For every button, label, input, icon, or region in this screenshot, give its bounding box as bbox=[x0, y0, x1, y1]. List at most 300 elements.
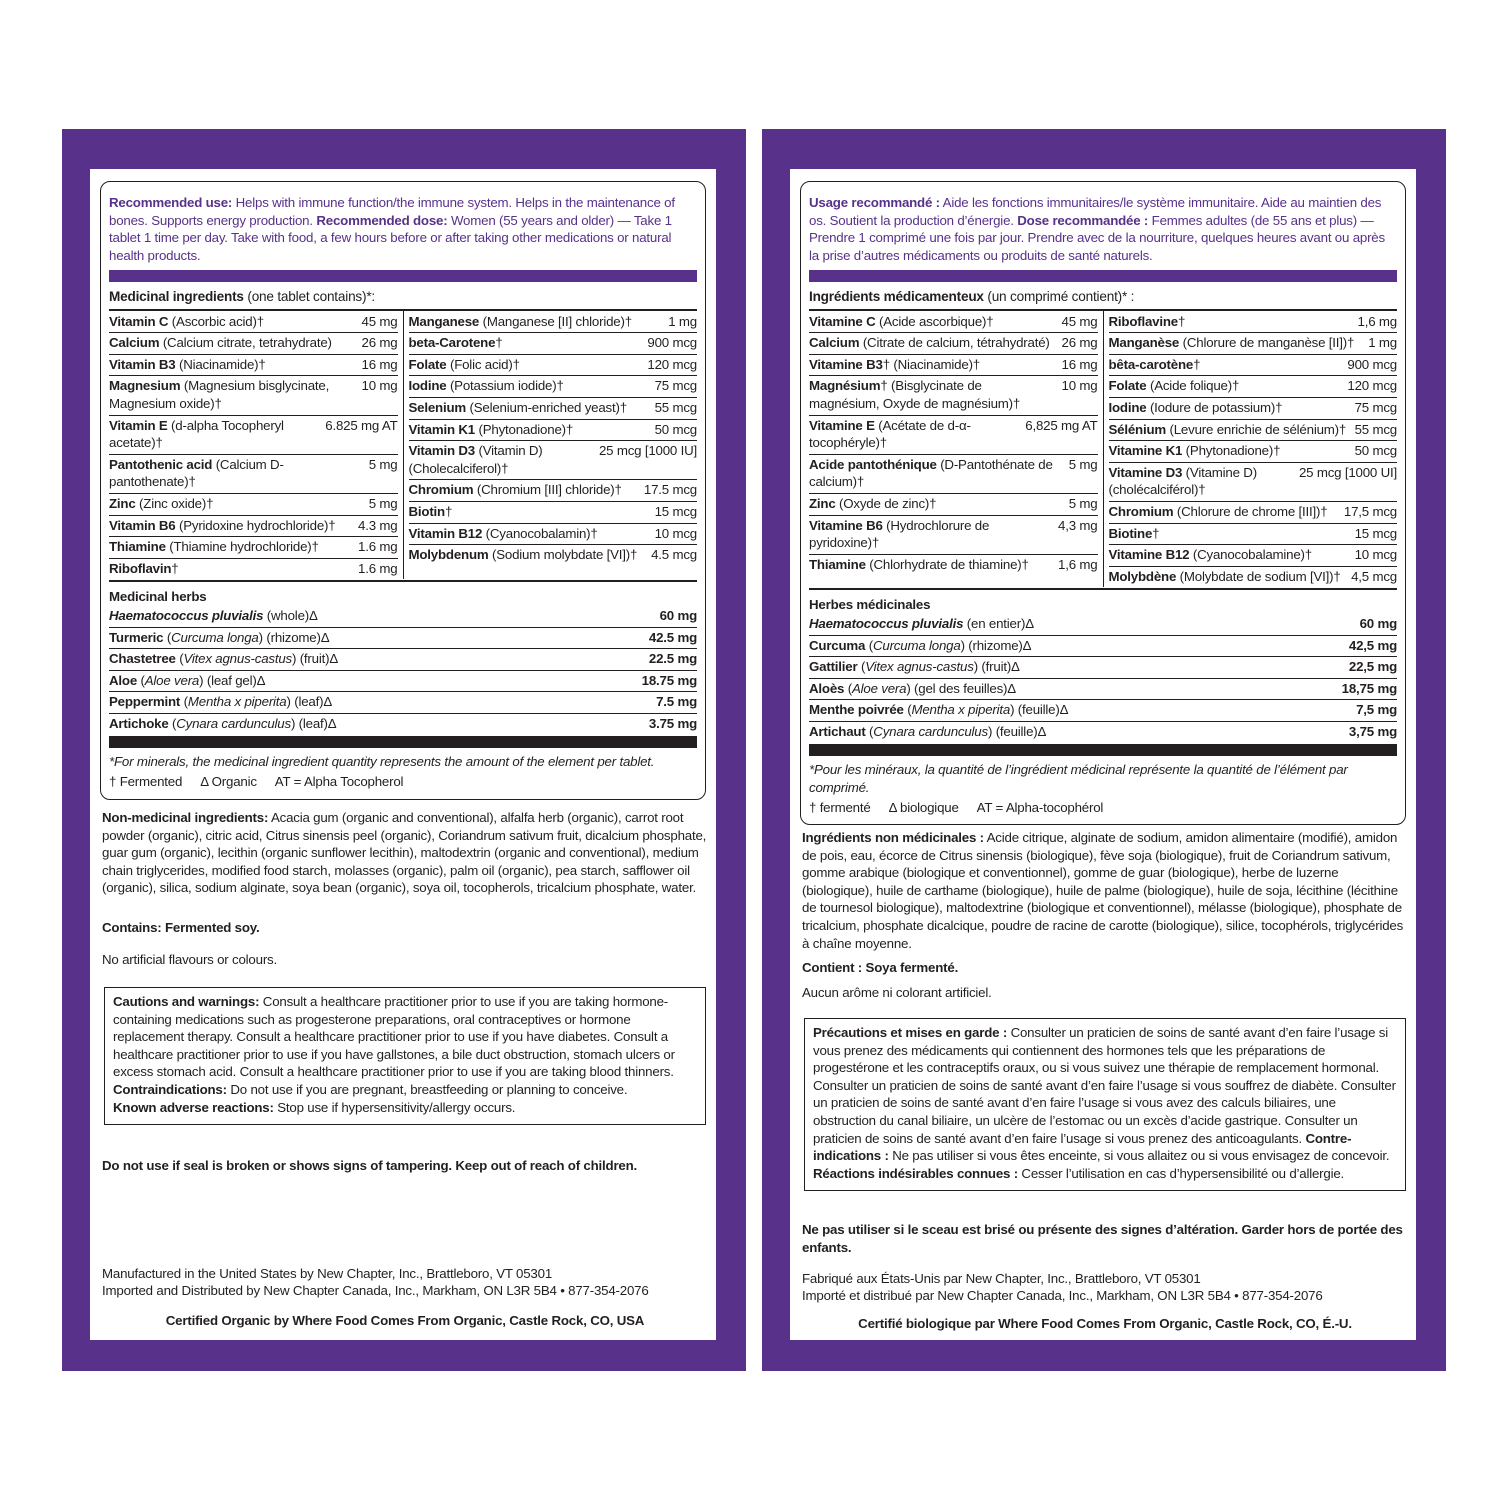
herb-latin-name: Aloe vera bbox=[144, 672, 200, 688]
ingredient-name-bold: Vitamine E bbox=[809, 417, 875, 433]
ingredient-source: (Potassium iodide)† bbox=[446, 378, 564, 394]
ingredient-amount: 4.5 mcg bbox=[651, 547, 697, 563]
ingredient-amount: 25 mcg [1000 UI] bbox=[1298, 464, 1397, 480]
ingredient-name-bold: Vitamin B12 bbox=[408, 525, 483, 541]
certified-organic-line-fr: Certifié biologique par Where Food Comes From Organic, Castle Rock, CO, É.-U. bbox=[858, 1316, 1352, 1331]
ingredient-name bbox=[1109, 546, 1355, 564]
ingredient-source: (Vitamine D) (cholécalciférol)† bbox=[1108, 464, 1257, 498]
ingredient-name bbox=[1109, 503, 1344, 521]
herb-row bbox=[109, 714, 697, 735]
ingredient-row bbox=[809, 376, 1098, 415]
ingredient-amount: 1.6 mg bbox=[358, 539, 398, 555]
ingredient-name-bold: Vitamine B6 bbox=[809, 517, 883, 533]
herb-name: Gattilier (Vitex agnus-castus) (fruit)Δ bbox=[809, 659, 1020, 675]
ingredient-name-bold: Acide pantothénique bbox=[809, 456, 937, 472]
ingredient-source: † bbox=[1152, 525, 1160, 541]
ingredient-name-bold: Biotin bbox=[408, 503, 445, 519]
ingredient-name bbox=[109, 313, 362, 331]
ingredient-amount: 50 mcg bbox=[654, 421, 697, 437]
ingredient-source: (Vitamin D) (Cholecalciferol)† bbox=[408, 443, 543, 476]
ingredient-name-bold: Molybdenum bbox=[408, 547, 489, 563]
ingredient-name-bold: Chromium bbox=[1108, 503, 1174, 519]
ingredient-name-bold: Vitamin K1 bbox=[408, 421, 475, 437]
ingredient-amount: 16 mg bbox=[1061, 356, 1098, 372]
herb-latin-name: Mentha x piperita bbox=[911, 702, 1011, 718]
ingredient-name-bold: Riboflavine bbox=[1108, 313, 1178, 329]
ingredient-source: (d-alpha Tocopheryl acetate)† bbox=[109, 417, 284, 451]
herb-name: Artichaut (Cynara cardunculus) (feuille)Δ bbox=[809, 723, 1047, 739]
herb-row bbox=[109, 649, 697, 671]
herb-row bbox=[809, 722, 1397, 743]
ingredient-name bbox=[109, 334, 362, 352]
ingredient-name-bold: Thiamine bbox=[109, 539, 166, 555]
legend-fr bbox=[809, 797, 1397, 817]
ingredient-amount: 45 mg bbox=[361, 313, 398, 329]
ingredient-source: (Acétate de d-α-tocophéryle)† bbox=[809, 417, 971, 451]
ingredient-row bbox=[109, 516, 398, 538]
ingredient-amount: 10 mcg bbox=[654, 525, 697, 541]
ingredient-amount: 1.6 mg bbox=[358, 560, 398, 576]
ingredient-source: (Oxyde de zinc)† bbox=[835, 495, 937, 511]
ingredient-name-bold: Vitamine C bbox=[809, 313, 876, 329]
ingredient-row bbox=[109, 455, 398, 494]
ingredient-name-bold: Vitamine B3 bbox=[809, 356, 883, 372]
herb-name: Aloès (Aloe vera) (gel des feuilles)Δ bbox=[809, 680, 1016, 696]
ingredient-row bbox=[1109, 567, 1398, 588]
cautions-box-fr: Précautions et mises en garde : Consulter un praticien de soins de santé avant d’en faire l’usage si vous prenez des médicaments qui contiennent des hormones tels que les préparations de progestérone et les contraceptifs oraux, ou si vous suivez une thérapie de remplacement hormonal. Consulter un praticien de soins de santé avant d’en faire l’usage si vous souffrez de diabète. Consulter un praticien de soins de santé avant d’en faire l’usage si vous avez des calculs biliaires, une obstruction du canal biliaire, un ulcère de l’estomac ou un excès d’acide gastrique. Consulter un praticien de soins de santé avant d’en faire l’usage si vous prenez des anticoagulants. Contre-indications : Ne pas utiliser si vous êtes enceinte, si vous allaitez ou si vous envisagez de concevoir. Réactions indésirables connues : Cesser l’utilisation en cas d’hypersensibilité ou d’allergie. bbox=[804, 1018, 1406, 1191]
legend-organic-fr: Δ biologique bbox=[888, 799, 959, 815]
footnote: *For minerals, the medicinal ingredient quantity represents the amount of the element per tablet. bbox=[109, 754, 655, 770]
ingredient-amount: 15 mcg bbox=[654, 503, 697, 519]
manufacturer-line-fr: Fabriqué aux États-Unis par New Chapter, Inc., Brattleboro, VT 05301 bbox=[802, 1271, 1201, 1286]
ingredient-row bbox=[1109, 545, 1398, 567]
herb-part: ) (leaf)Δ bbox=[290, 715, 337, 731]
ingredient-name bbox=[809, 417, 1025, 452]
herb-amount: 7,5 mg bbox=[1356, 702, 1397, 718]
herb-amount: 3,75 mg bbox=[1348, 723, 1397, 739]
ingredient-source: (Iodure de potassium)† bbox=[1146, 399, 1283, 415]
ingredient-row bbox=[109, 355, 398, 377]
herb-common-name: Peppermint bbox=[109, 694, 181, 710]
ingredient-source: (Pyridoxine hydrochloride)† bbox=[175, 517, 336, 533]
herbs-table-fr bbox=[809, 614, 1397, 743]
ingredient-name bbox=[809, 313, 1062, 331]
ingredient-source: (Ascorbic acid)† bbox=[168, 313, 264, 329]
ingredient-amount: 10 mcg bbox=[1354, 547, 1397, 563]
herb-amount: 42.5 mg bbox=[648, 629, 697, 645]
herb-part: ) (feuille)Δ bbox=[1010, 702, 1069, 718]
ingredient-name-bold: Vitamin C bbox=[109, 313, 169, 329]
ingredient-name-bold: Thiamine bbox=[809, 556, 866, 572]
herb-latin-name: Cynara cardunculus bbox=[176, 715, 291, 731]
herb-row bbox=[109, 671, 697, 693]
ingredient-amount: 26 mg bbox=[361, 335, 398, 351]
herb-common-name: Aloès bbox=[809, 680, 845, 696]
ingredient-amount: 25 mcg [1000 IU] bbox=[598, 443, 697, 459]
ingredient-row bbox=[109, 494, 398, 516]
ingredient-amount: 4.3 mg bbox=[358, 517, 398, 533]
ingredient-source: (Chlorhydrate de thiamine)† bbox=[865, 556, 1029, 572]
herb-part: ) (fruit)Δ bbox=[291, 651, 339, 667]
ingredient-name-bold: Molybdène bbox=[1108, 568, 1177, 584]
purple-divider bbox=[109, 270, 697, 282]
ingredient-source: (Hydrochlorure de pyridoxine)† bbox=[809, 517, 990, 551]
herb-row bbox=[809, 679, 1397, 701]
ingredient-row bbox=[1109, 398, 1398, 420]
herbs-heading: Medicinal herbs bbox=[109, 589, 207, 605]
ingredient-row bbox=[1109, 333, 1398, 355]
herb-latin-name: Curcuma longa bbox=[171, 629, 259, 645]
ingredient-amount: 120 mcg bbox=[647, 356, 697, 372]
contains-statement: Contains: Fermented soy. bbox=[102, 920, 260, 935]
herb-row bbox=[809, 636, 1397, 658]
importer-line: Imported and Distributed by New Chapter Canada, Inc., Markham, ON L3R 5B4 • 877-354-2076 bbox=[102, 1283, 649, 1298]
ingredient-name-bold: Calcium bbox=[109, 335, 160, 351]
ingredient-name bbox=[409, 377, 655, 395]
ingredient-amount: 17.5 mcg bbox=[643, 482, 697, 498]
herb-part: (whole)Δ bbox=[263, 607, 318, 623]
ingredient-name-bold: Chromium bbox=[408, 482, 474, 498]
ingredient-row bbox=[409, 480, 698, 502]
ingredient-name bbox=[109, 417, 325, 452]
ingredients-table-fr bbox=[809, 311, 1397, 588]
herb-part: ) (rhizome)Δ bbox=[258, 629, 330, 645]
ingredient-amount: 10 mg bbox=[1061, 378, 1098, 394]
ingredients-column-left-fr bbox=[809, 311, 1104, 588]
recommended-use-text: Recommended use: Helps with immune function/the immune system. Helps in the maintenance of bones. Supports energy production. Recommended dose: Women (55 years and older) — Take 1 tablet 1 time per day. Take with food, a few hours before or after taking other medications or natural health products. bbox=[109, 195, 675, 263]
herb-common-name: Curcuma bbox=[809, 637, 866, 653]
ingredient-source: (Levure enrichie de sélénium)† bbox=[1166, 421, 1347, 437]
certified-organic-line: Certified Organic by Where Food Comes From Organic, Castle Rock, CO, USA bbox=[165, 1313, 645, 1328]
cautions-box: Cautions and warnings: Consult a healthcare practitioner prior to use if you are taking hormone-containing medications such as progesterone preparations, oral contraceptives or hormone replacement therapy. Consult a healthcare practitioner prior to use if you have diabetes. Consult a healthcare practitioner prior to use if you have gallstones, a bile duct obstruction, stomach ulcers or excess stomach acid. Consult a healthcare practitioner prior to use if you are taking blood thinners. Contraindications: Do not use if you are pregnant, breastfeeding or planning to conceive. Known adverse reactions: Stop use if hypersensitivity/allergy occurs. bbox=[104, 987, 706, 1125]
ingredient-name bbox=[809, 495, 1069, 513]
ingredient-name-bold: Zinc bbox=[809, 495, 836, 511]
ingredient-source: † bbox=[1177, 313, 1186, 329]
herb-amount: 18.75 mg bbox=[641, 672, 697, 688]
ingredient-amount: 55 mcg bbox=[1354, 421, 1397, 437]
medicinal-ingredients-heading: Medicinal ingredients (one tablet contains)*: bbox=[109, 288, 697, 311]
ingredient-amount: 900 mcg bbox=[1347, 356, 1397, 372]
herb-latin-name: Haematococcus pluvialis bbox=[109, 607, 264, 623]
herb-name: Peppermint (Mentha x piperita) (leaf)Δ bbox=[109, 694, 332, 710]
ingredient-row bbox=[1109, 463, 1398, 502]
herb-amount: 60 mg bbox=[1359, 615, 1397, 631]
ingredient-amount: 17,5 mcg bbox=[1343, 503, 1397, 519]
ingredient-row bbox=[1109, 376, 1398, 398]
footnote-fr: *Pour les minéraux, la quantité de l’ingrédient médicinal représente la quantité de l’élément par comprimé. bbox=[809, 762, 1348, 796]
ingredient-source: (Chlorure de manganèse [II])† bbox=[1179, 335, 1355, 351]
ingredient-name bbox=[1109, 442, 1355, 460]
ingredient-name bbox=[1109, 568, 1352, 586]
herb-amount: 18,75 mg bbox=[1341, 680, 1397, 696]
manufacturer-line: Manufactured in the United States by New Chapter, Inc., Brattleboro, VT 05301 bbox=[102, 1266, 553, 1281]
ingredient-source: (Phytonadione)† bbox=[1182, 443, 1281, 459]
ingredient-amount: 1 mg bbox=[668, 313, 697, 329]
herb-row bbox=[809, 700, 1397, 722]
herb-common-name: Menthe poivrée bbox=[809, 702, 904, 718]
herb-common-name: Turmeric bbox=[109, 629, 164, 645]
ingredient-name bbox=[409, 421, 655, 439]
ingredient-amount: 5 mg bbox=[1068, 456, 1098, 472]
black-divider bbox=[109, 736, 697, 748]
herb-row bbox=[109, 692, 697, 714]
ingredient-source: (Magnesium bisglycinate, Magnesium oxide)† bbox=[109, 378, 330, 411]
ingredient-source: † bbox=[171, 560, 179, 576]
ingredient-name-bold: Biotine bbox=[1108, 525, 1153, 541]
ingredient-row bbox=[809, 516, 1098, 555]
legend-alpha-tocopherol-fr: AT = Alpha-tocophérol bbox=[976, 799, 1104, 815]
ingredient-row bbox=[109, 312, 398, 334]
non-medicinal-ingredients: Non-medicinal ingredients: Acacia gum (organic and conventional), alfalfa herb (organic), carrot root powder (organic), citric acid, Citrus sinensis peel (organic), Coriandrum sativum fruit, dicalcium phosphate, guar gum (organic), lecithin (organic sunflower lecithin), maltodextrin (organic and conventional), medium chain triglycerides, modified food starch, molasses (organic), palm oil (organic), pea starch, safflower oil (organic), silica, sodium alginate, soya bean (organic), soya oil, tocopherols, tricalcium phosphate, water. bbox=[102, 810, 707, 896]
legend-alpha-tocopherol: AT = Alpha Tocopherol bbox=[274, 774, 404, 790]
ingredients-column-left bbox=[109, 311, 404, 580]
legend-fermented-fr: † fermenté bbox=[809, 799, 871, 815]
ingredient-row bbox=[1109, 312, 1398, 334]
ingredient-name bbox=[1109, 356, 1348, 374]
herb-part: ) (fruit)Δ bbox=[973, 659, 1020, 675]
ingredient-name-bold: Vitamine B12 bbox=[1108, 547, 1190, 563]
no-artificial-statement: No artificial flavours or colours. bbox=[102, 952, 277, 967]
ingredient-source: (Manganese [II] chloride)† bbox=[479, 313, 632, 329]
ingredient-amount: 5 mg bbox=[368, 495, 398, 511]
ingredient-name bbox=[809, 456, 1069, 491]
herb-part: (en entier)Δ bbox=[963, 615, 1034, 631]
ingredient-name bbox=[409, 313, 669, 331]
ingredient-name-bold: Iodine bbox=[1108, 399, 1147, 415]
ingredient-source: (Cyanocobalamine)† bbox=[1189, 547, 1312, 563]
herb-common-name: Artichaut bbox=[809, 723, 866, 739]
ingredient-name-bold: Vitamin D3 bbox=[408, 443, 475, 459]
ingredient-name-bold: Calcium bbox=[809, 335, 860, 351]
herb-amount: 22,5 mg bbox=[1348, 659, 1397, 675]
ingredient-name-bold: Selenium bbox=[408, 399, 467, 415]
herb-name: Curcuma (Curcuma longa) (rhizome)Δ bbox=[809, 637, 1032, 653]
herb-name: Turmeric (Curcuma longa) (rhizome)Δ bbox=[109, 629, 330, 645]
ingredient-amount: 1 mg bbox=[1368, 335, 1397, 351]
ingredient-source: (Sodium molybdate [VI])† bbox=[488, 547, 638, 563]
legend-fermented: † Fermented bbox=[109, 774, 183, 790]
ingredient-name bbox=[1109, 377, 1348, 395]
ingredient-amount: 50 mcg bbox=[1354, 443, 1397, 459]
ingredient-name bbox=[409, 546, 652, 564]
ingredient-row bbox=[1109, 441, 1398, 463]
ingredient-amount: 26 mg bbox=[1061, 335, 1098, 351]
herb-name: Aloe (Aloe vera) (leaf gel)Δ bbox=[109, 672, 266, 688]
ingredient-amount: 120 mcg bbox=[1347, 378, 1397, 394]
ingredient-source: (Molybdate de sodium [VI])† bbox=[1176, 568, 1341, 584]
herb-name bbox=[809, 615, 1034, 633]
ingredient-name bbox=[1109, 334, 1369, 352]
ingredient-name bbox=[409, 356, 648, 374]
supplement-facts-box bbox=[100, 181, 706, 800]
ingredient-name bbox=[409, 525, 655, 543]
herb-amount: 60 mg bbox=[659, 607, 697, 623]
herb-row bbox=[109, 606, 697, 628]
herb-amount: 3.75 mg bbox=[648, 715, 697, 731]
ingredient-name bbox=[409, 399, 655, 417]
ingredient-amount: 45 mg bbox=[1061, 313, 1098, 329]
ingredient-amount: 15 mcg bbox=[1354, 525, 1397, 541]
herb-row bbox=[809, 614, 1397, 636]
ingredient-row bbox=[809, 494, 1098, 516]
legend-organic: Δ Organic bbox=[200, 774, 257, 790]
ingredient-name-bold: bêta-carotène bbox=[1108, 356, 1194, 372]
ingredient-name-bold: Folate bbox=[1108, 378, 1147, 394]
no-artificial-statement-fr: Aucun arôme ni colorant artificiel. bbox=[802, 985, 992, 1000]
herb-name bbox=[109, 607, 318, 625]
herb-amount: 7.5 mg bbox=[656, 694, 697, 710]
ingredient-source: (Acide ascorbique)† bbox=[875, 313, 994, 329]
ingredient-row bbox=[809, 333, 1098, 355]
herb-part: ) (leaf gel)Δ bbox=[199, 672, 266, 688]
herb-name: Menthe poivrée (Mentha x piperita) (feuille)Δ bbox=[809, 702, 1069, 718]
ingredient-name bbox=[109, 538, 358, 556]
herb-part: ) (gel des feuilles)Δ bbox=[906, 680, 1016, 696]
ingredient-source: (Chromium [III] chloride)† bbox=[473, 482, 622, 498]
ingredient-row bbox=[409, 441, 698, 480]
ingredient-amount: 75 mcg bbox=[1354, 399, 1397, 415]
ingredient-name bbox=[1109, 464, 1299, 499]
ingredient-name bbox=[809, 377, 1062, 412]
ingredient-name bbox=[109, 560, 358, 578]
ingredient-amount: 1,6 mg bbox=[1357, 313, 1397, 329]
recommended-use-text-fr: Usage recommandé : Aide les fonctions immunitaires/le système immunitaire. Aide au maintien des os. Soutient la production d’énergie. Dose recommandée : Femmes adultes (de 55 ans et plus) — Prendre 1 comprimé une fois par jour. Prendre avec de la nourriture, quelques heures avant ou après la prise d’autres médicaments ou produits de santé naturels. bbox=[809, 195, 1385, 263]
ingredient-amount: 900 mcg bbox=[647, 335, 697, 351]
ingredient-name bbox=[809, 517, 1058, 552]
ingredients-table bbox=[109, 311, 697, 580]
herb-part: ) (feuille)Δ bbox=[987, 723, 1047, 739]
ingredient-name-bold: Magnesium bbox=[109, 378, 181, 394]
ingredient-name bbox=[409, 442, 599, 477]
ingredient-source: (Zinc oxide)† bbox=[135, 495, 214, 511]
herb-common-name: Gattilier bbox=[809, 659, 858, 675]
seal-warning: Do not use if seal is broken or shows signs of tampering. Keep out of reach of children. bbox=[102, 1158, 638, 1173]
ingredient-row bbox=[409, 312, 698, 334]
ingredient-name-bold: Vitamine D3 bbox=[1108, 464, 1183, 480]
ingredient-source: (D-Pantothénate de calcium)† bbox=[809, 456, 1053, 490]
herb-amount: 42,5 mg bbox=[1348, 637, 1397, 653]
ingredient-name bbox=[809, 356, 1062, 374]
ingredient-source: † bbox=[495, 335, 503, 351]
ingredients-column-right bbox=[404, 311, 698, 580]
ingredient-name-bold: Sélénium bbox=[1108, 421, 1167, 437]
english-label-content bbox=[90, 169, 716, 1340]
ingredient-row bbox=[409, 398, 698, 420]
ingredient-source: (Niacinamide)† bbox=[175, 356, 266, 372]
ingredient-source: (Calcium D-pantothenate)† bbox=[109, 456, 284, 490]
ingredient-name-bold: Vitamin B3 bbox=[109, 356, 176, 372]
ingredient-row bbox=[409, 502, 698, 524]
herb-row bbox=[109, 628, 697, 650]
herb-row bbox=[809, 657, 1397, 679]
herb-latin-name: Haematococcus pluvialis bbox=[809, 615, 964, 631]
seal-warning-fr: Ne pas utiliser si le sceau est brisé ou présente des signes d’altération. Garder hors de portée des enfants. bbox=[802, 1222, 1403, 1255]
ingredient-name bbox=[109, 356, 362, 374]
ingredient-source: (Cyanocobalamin)† bbox=[482, 525, 598, 541]
herb-latin-name: Vitex agnus-castus bbox=[865, 659, 974, 675]
english-label-panel bbox=[62, 129, 746, 1371]
herbs-table bbox=[109, 606, 697, 735]
ingredient-name bbox=[109, 377, 362, 412]
ingredient-name bbox=[1109, 421, 1355, 439]
ingredient-name-bold: Zinc bbox=[109, 495, 136, 511]
black-divider-fr bbox=[809, 744, 1397, 756]
ingredient-source: (Calcium citrate, tetrahydrate) bbox=[159, 335, 332, 351]
ingredient-amount: 55 mcg bbox=[654, 399, 697, 415]
ingredient-name-bold: beta-Carotene bbox=[408, 335, 496, 351]
herb-part: ) (leaf)Δ bbox=[286, 694, 332, 710]
ingredient-source: † bbox=[444, 503, 453, 519]
ingredient-row bbox=[1109, 502, 1398, 524]
herbs-heading-fr: Herbes médicinales bbox=[809, 597, 931, 613]
herb-latin-name: Aloe vera bbox=[851, 680, 907, 696]
ingredient-name-bold: Pantothenic acid bbox=[109, 456, 213, 472]
ingredient-row bbox=[809, 455, 1098, 494]
ingredient-source: † (Bisglycinate de magnésium, Oxyde de magnésium)† bbox=[809, 378, 1021, 411]
ingredient-source: (Phytonadione)† bbox=[474, 421, 574, 437]
ingredient-name-bold: Manganese bbox=[408, 313, 480, 329]
ingredient-row bbox=[109, 333, 398, 355]
ingredient-name bbox=[109, 517, 358, 535]
ingredient-row bbox=[809, 355, 1098, 377]
ingredient-amount: 16 mg bbox=[361, 356, 398, 372]
ingredient-amount: 4,3 mg bbox=[1058, 517, 1098, 533]
ingredient-amount: 6.825 mg AT bbox=[325, 417, 398, 433]
herb-common-name: Aloe bbox=[109, 672, 138, 688]
ingredient-name bbox=[409, 481, 644, 499]
ingredient-name-bold: Iodine bbox=[408, 378, 447, 394]
herb-latin-name: Cynara cardunculus bbox=[873, 723, 988, 739]
ingredient-source: (Folic acid)† bbox=[446, 356, 520, 372]
ingredient-name bbox=[409, 334, 648, 352]
ingredient-name-bold: Vitamin E bbox=[109, 417, 168, 433]
ingredient-amount: 5 mg bbox=[368, 456, 398, 472]
ingredient-amount: 75 mcg bbox=[654, 378, 697, 394]
ingredient-row bbox=[809, 555, 1098, 576]
ingredient-row bbox=[809, 416, 1098, 455]
ingredient-row bbox=[409, 355, 698, 377]
ingredient-name bbox=[1109, 525, 1355, 543]
ingredient-row bbox=[409, 376, 698, 398]
ingredient-source: † bbox=[1193, 356, 1201, 372]
medicinal-ingredients-heading-fr: Ingrédients médicamenteux (un comprimé contient)* : bbox=[809, 288, 1397, 311]
herb-common-name: Artichoke bbox=[109, 715, 169, 731]
ingredient-name bbox=[1109, 313, 1358, 331]
ingredient-name-bold: Riboflavin bbox=[109, 560, 172, 576]
ingredient-source: (Acide folique)† bbox=[1146, 378, 1240, 394]
herb-amount: 22.5 mg bbox=[648, 651, 697, 667]
herb-common-name: Chastetree bbox=[109, 651, 176, 667]
herb-latin-name: Curcuma longa bbox=[872, 637, 961, 653]
ingredient-source: † (Niacinamide)† bbox=[882, 356, 980, 372]
ingredient-source: (Chlorure de chrome [III])† bbox=[1173, 503, 1328, 519]
french-label-panel bbox=[762, 129, 1446, 1371]
ingredient-row bbox=[109, 537, 398, 559]
ingredient-amount: 4,5 mcg bbox=[1351, 568, 1397, 584]
ingredient-name-bold: Manganèse bbox=[1108, 335, 1180, 351]
herb-name: Artichoke (Cynara cardunculus) (leaf)Δ bbox=[109, 715, 337, 731]
ingredient-name bbox=[1109, 399, 1355, 417]
ingredient-amount: 1,6 mg bbox=[1058, 556, 1098, 572]
ingredient-amount: 10 mg bbox=[361, 378, 398, 394]
ingredient-row bbox=[409, 545, 698, 566]
ingredient-name bbox=[409, 503, 655, 521]
ingredient-name-bold: Vitamine K1 bbox=[1108, 443, 1183, 459]
herb-latin-name: Mentha x piperita bbox=[187, 694, 287, 710]
ingredient-row bbox=[1109, 524, 1398, 546]
ingredients-column-right-fr bbox=[1104, 311, 1398, 588]
herb-name: Chastetree (Vitex agnus-castus) (fruit)Δ bbox=[109, 651, 339, 667]
